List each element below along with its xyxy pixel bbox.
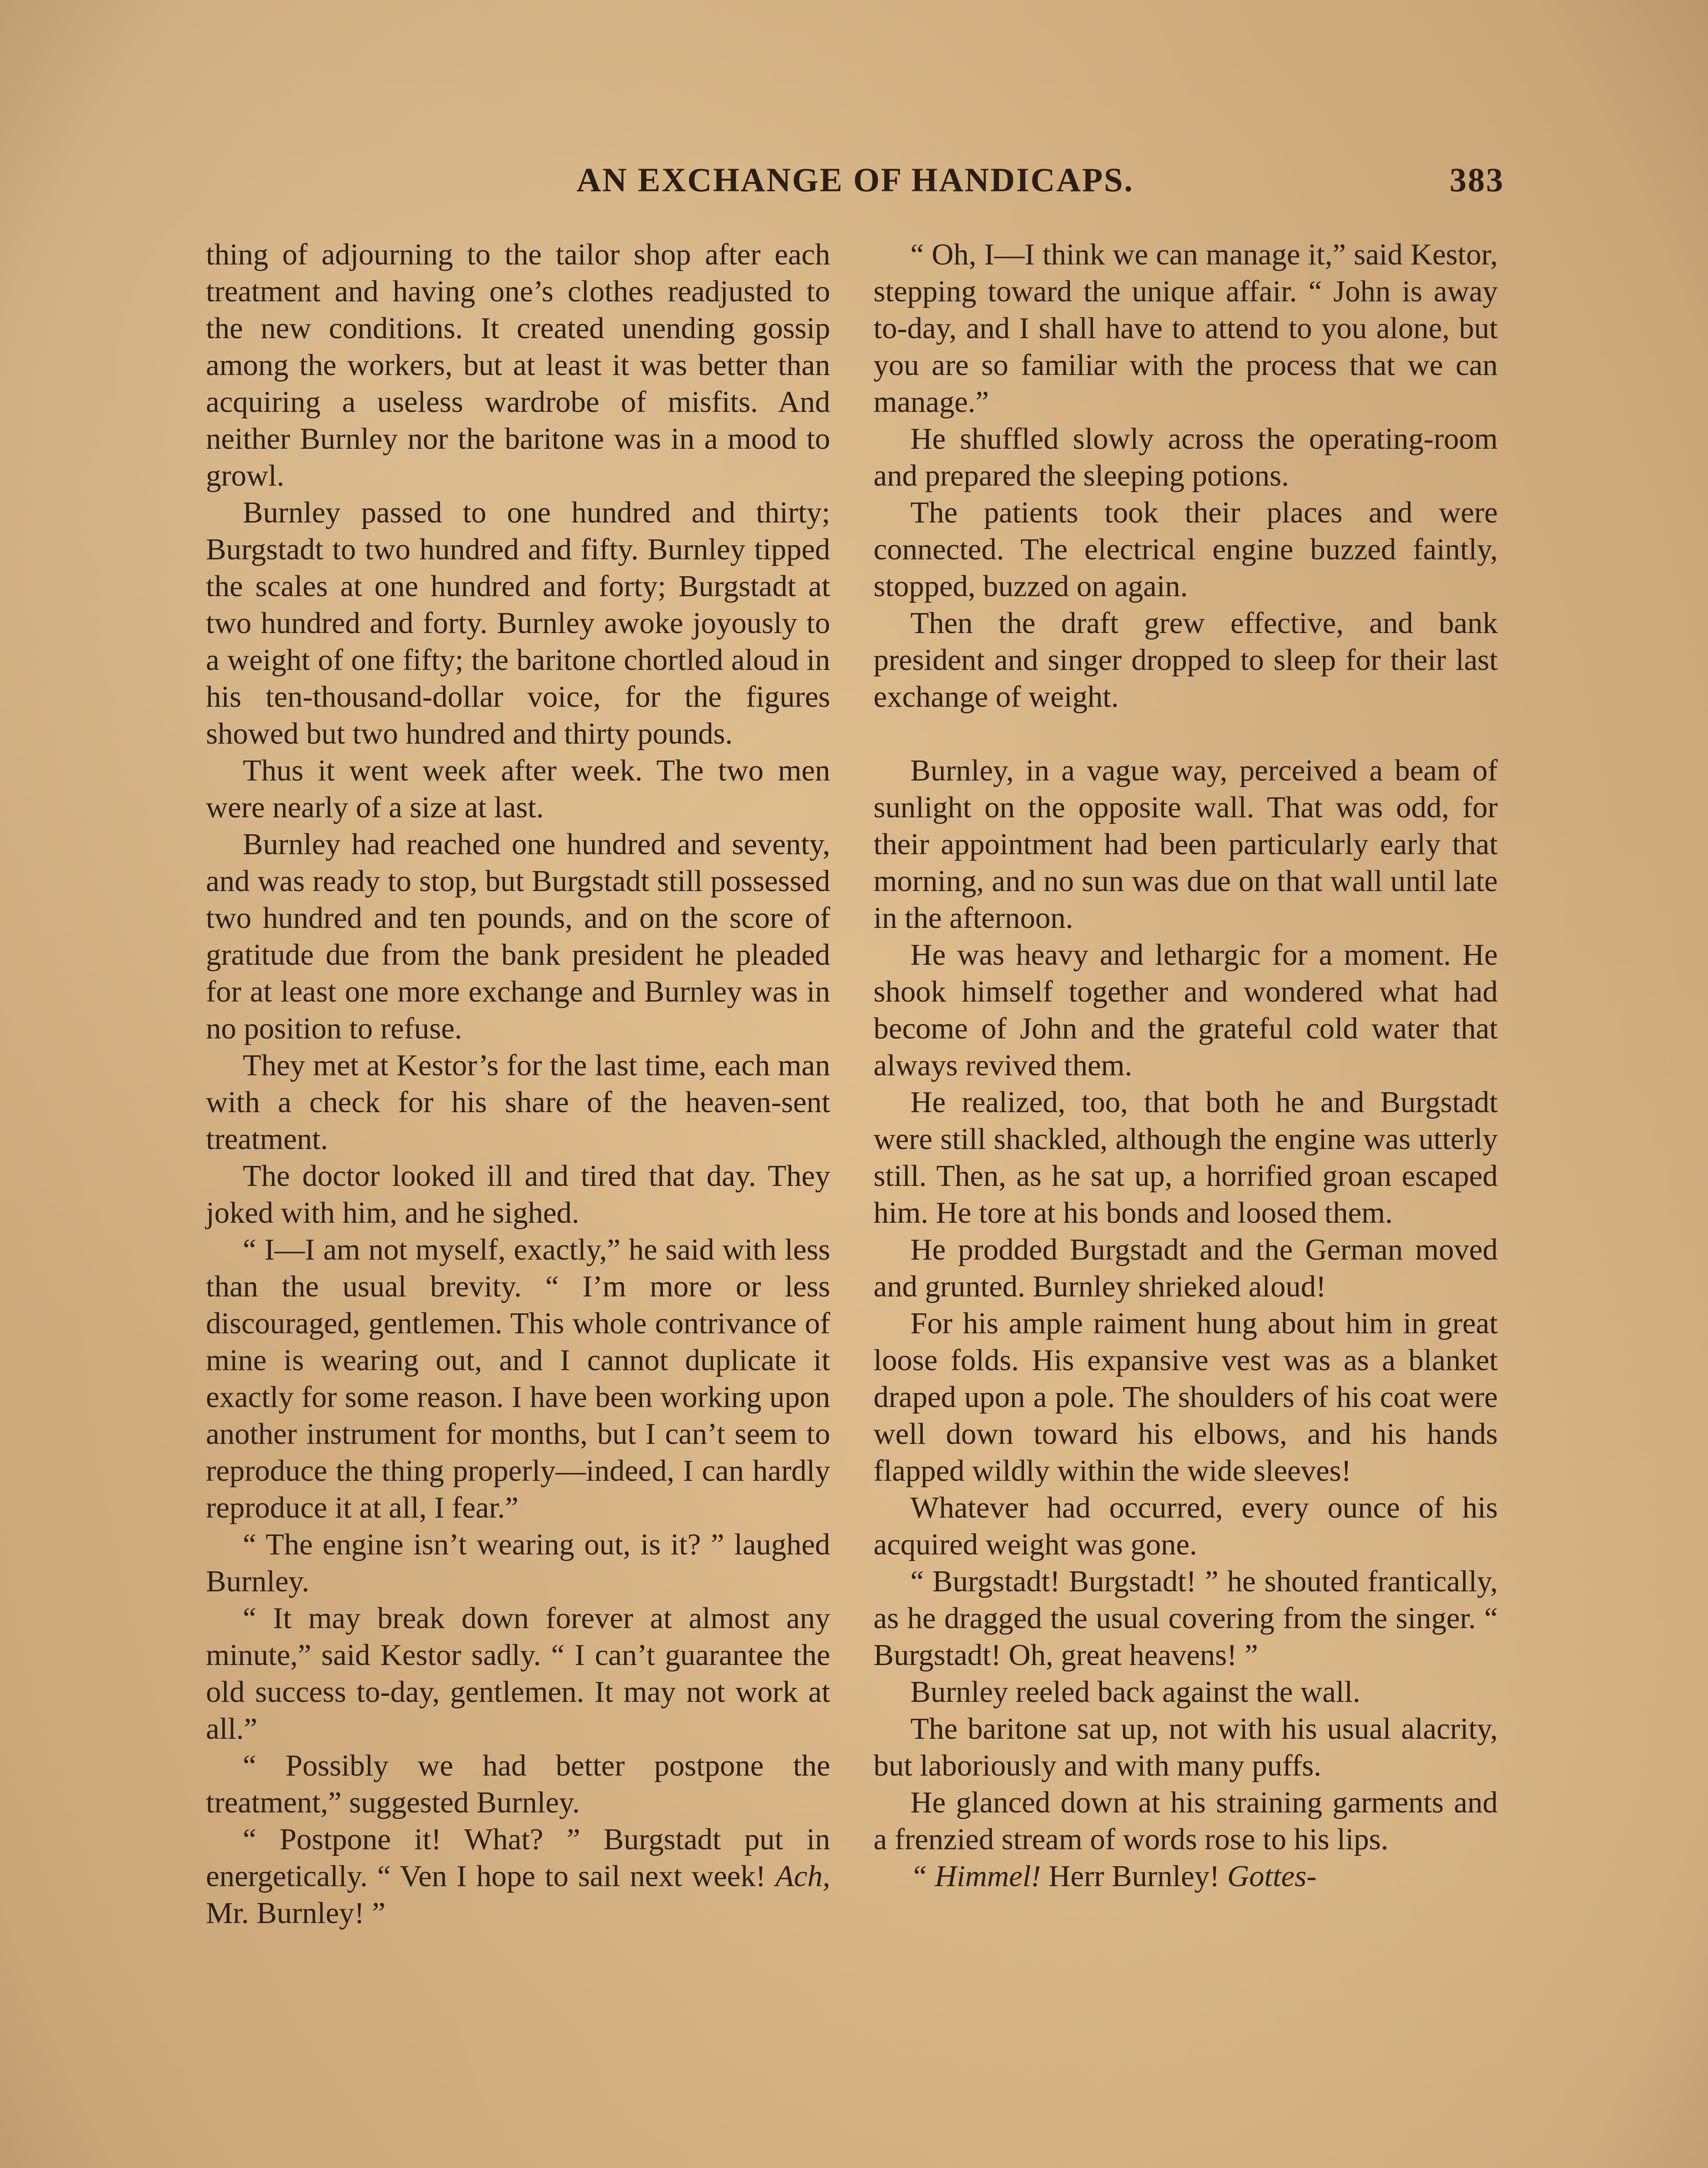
paragraph: For his ample raiment hung about him in great loose folds. His expansive vest was as a blanket draped upon a pole. The shoulders of his coat were well down toward his elbows, and his hands flapped wildly within the wide sleeves! bbox=[874, 1307, 1498, 1488]
paragraph: Burnley passed to one hundred and thirty; Burgstadt to two hundred and fifty. Burnley tipped the scales at one hundred and forty; Burgstadt at two hundred and forty. Burnley awoke joyously to a weight of one fifty; the baritone chortled aloud in his ten-thousand-dollar voice, for the figures showed but two hundred and thirty pounds. bbox=[206, 496, 830, 751]
paragraph: Then the draft grew effective, and bank president and singer dropped to sleep for their last exchange of weight. bbox=[874, 607, 1498, 714]
page-header bbox=[204, 160, 1504, 212]
paragraph: The doctor looked ill and tired that day. They joked with him, and he sighed. bbox=[206, 1159, 830, 1230]
paragraph: Burnley had reached one hundred and seventy, and was ready to stop, but Burgstadt still possessed two hundred and ten pounds, and on the score of gratitude due from the bank president he pleaded for at least one more exchange and Burnley was in no position to refuse. bbox=[206, 828, 830, 1045]
paragraph: He shuffled slowly across the operating-room and prepared the sleeping potions. bbox=[874, 422, 1498, 493]
paragraph: The baritone sat up, not with his usual alacrity, but laboriously and with many puffs. bbox=[874, 1712, 1498, 1783]
paragraph bbox=[874, 1858, 1498, 1895]
paragraph: “ Possibly we had better postpone the treatment,” suggested Burnley. bbox=[206, 1749, 830, 1819]
paragraph: thing of adjourning to the tailor shop after each treatment and having one’s clothes readjusted to the new conditions. It created unending gossip among the workers, but at least it was better than acquiring a useless wardrobe of misfits. And neither Burnley nor the baritone was in a mood to growl. bbox=[206, 238, 830, 493]
paragraph bbox=[206, 1821, 830, 1932]
page-number: 383 bbox=[1450, 161, 1504, 199]
text-run: “ Postpone it! What? ” Burgstadt put in energetically. “ Ven I hope to sail next week! bbox=[206, 1823, 830, 1893]
italic-text: “ Himmel! bbox=[910, 1860, 1041, 1893]
text-run: Herr Burnley! bbox=[1041, 1860, 1227, 1893]
paragraph: They met at Kestor’s for the last time, each man with a check for his share of the heaven-sent treatment. bbox=[206, 1049, 830, 1156]
paragraph: “ Burgstadt! Burgstadt! ” he shouted frantically, as he dragged the usual covering from the singer. “ Burgstadt! Oh, great heavens! ” bbox=[874, 1565, 1498, 1672]
italic-text: Gottes- bbox=[1227, 1860, 1317, 1893]
paragraph: He realized, too, that both he and Burgstadt were still shackled, although the engine was utterly still. Then, as he sat up, a horrified groan escaped him. He tore at his bonds and loosed them. bbox=[874, 1086, 1498, 1230]
paragraph: “ Oh, I—I think we can manage it,” said Kestor, stepping toward the unique affair. “ John is away to-day, and I shall have to attend to you alone, but you are so familiar with the process that we can manage.” bbox=[874, 238, 1498, 419]
left-column bbox=[206, 236, 830, 2168]
paragraph: Burnley reeled back against the wall. bbox=[910, 1675, 1360, 1709]
paragraph: “ It may break down forever at almost any minute,” said Kestor sadly. “ I can’t guarantee the old success to-day, gentlemen. It may not work at all.” bbox=[206, 1602, 830, 1746]
paragraph: The patients took their places and were connected. The electrical engine buzzed faintly, stopped, buzzed on again. bbox=[874, 496, 1498, 603]
italic-text: Ach, bbox=[775, 1860, 830, 1893]
paragraph: He prodded Burgstadt and the German moved and grunted. Burnley shrieked aloud! bbox=[874, 1233, 1498, 1303]
paragraph: Burnley, in a vague way, perceived a beam of sunlight on the opposite wall. That was odd, for their appointment had been particularly early that morning, and no sun was due on that wall until late in the afternoon. bbox=[874, 754, 1498, 935]
text-run: Mr. Burnley! ” bbox=[206, 1897, 386, 1930]
running-title: AN EXCHANGE OF HANDICAPS. bbox=[577, 161, 1134, 199]
paragraph: He glanced down at his straining garments and a frenzied stream of words rose to his lips. bbox=[874, 1786, 1498, 1856]
paragraph: He was heavy and lethargic for a moment. He shook himself together and wondered what had become of John and the grateful cold water that always revived them. bbox=[874, 938, 1498, 1082]
paragraph: Thus it went week after week. The two men were nearly of a size at last. bbox=[206, 754, 830, 824]
paragraph: Whatever had occurred, every ounce of his acquired weight was gone. bbox=[874, 1491, 1498, 1561]
paragraph: “ I—I am not myself, exactly,” he said with less than the usual brevity. “ I’m more or less discouraged, gentlemen. This whole contrivance of mine is wearing out, and I cannot duplicate it exactly for some reason. I have been working upon another instrument for months, but I can’t seem to reproduce the thing properly—indeed, I can hardly reproduce it at all, I fear.” bbox=[206, 1233, 830, 1525]
right-column bbox=[874, 236, 1498, 2168]
paragraph: “ The engine isn’t wearing out, is it? ” laughed Burnley. bbox=[206, 1528, 830, 1598]
